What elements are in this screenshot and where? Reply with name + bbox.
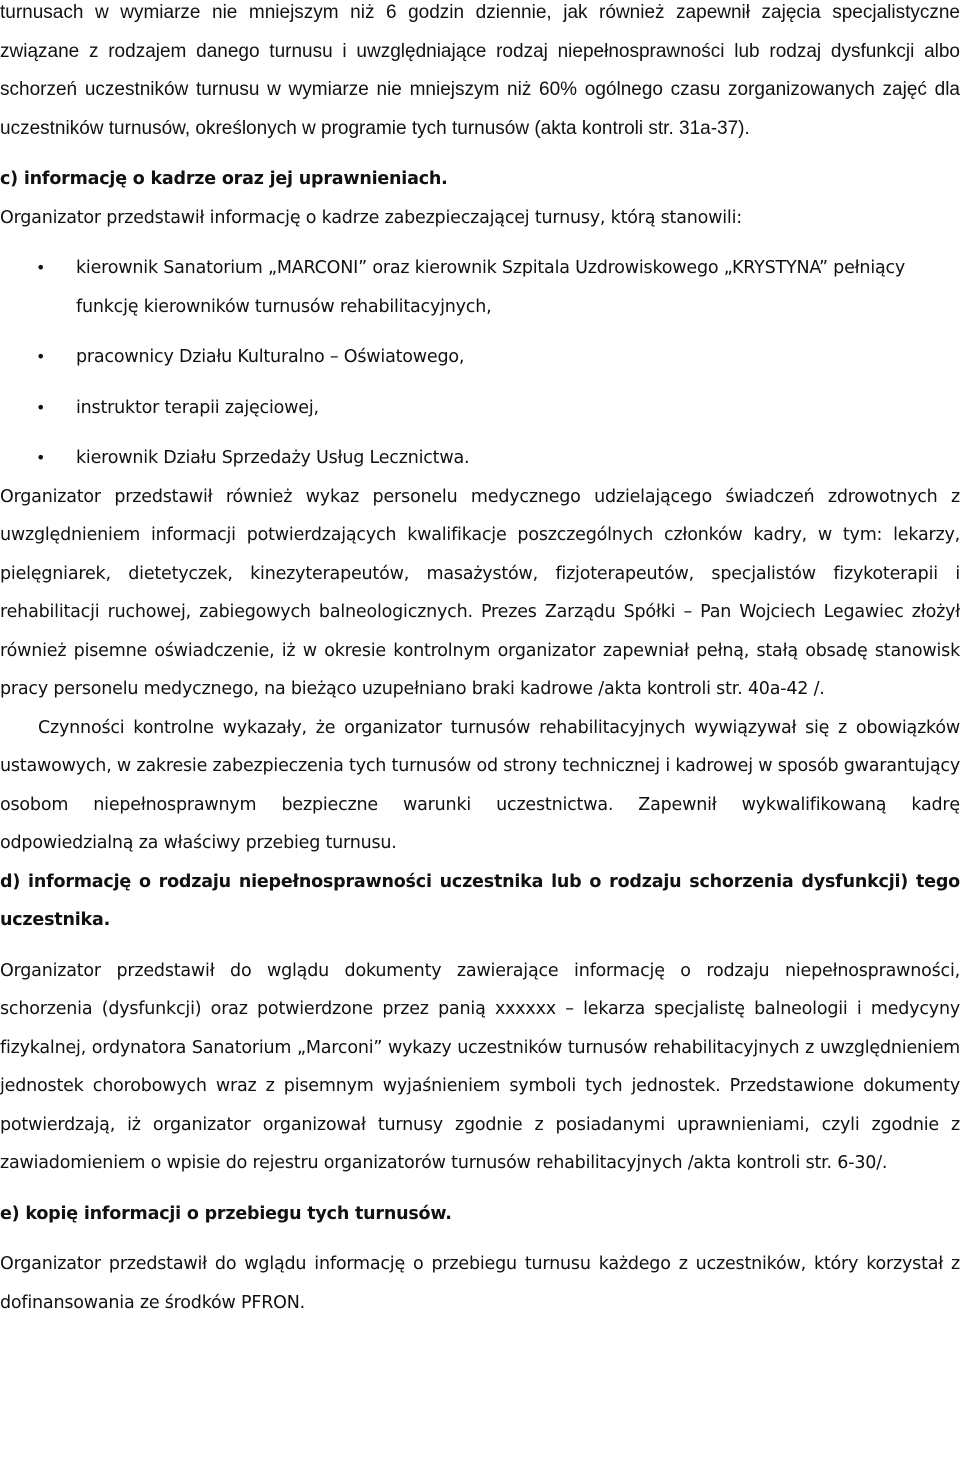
list-item-text: pracownicy Działu Kulturalno – Oświatowego, — [76, 347, 465, 367]
list-item — [0, 389, 960, 428]
conclusion-paragraph: Czynności kontrolne wykazały, że organizator turnusów rehabilitacyjnych wywiązywał się z obowiązków ustawowych, w zakresie zabezpieczenia tych turnusów od strony technicznej i kadrowej w sposób gwarantujący osobom niepełnosprawnym bezpieczne warunki uczestnictwa. Zapewnił wykwalifikowaną kadrę odpowiedzialną za właściwy przebieg turnusu. — [0, 717, 960, 853]
section-c-heading: c) informację o kadrze oraz jej uprawnieniach. — [0, 169, 448, 189]
list-item-text: instruktor terapii zajęciowej, — [76, 397, 319, 418]
bullet-icon: • — [36, 397, 46, 417]
list-item-text: kierownik Sanatorium „MARCONI” oraz kierownik Szpitala Uzdrowiskowego „KRYSTYNA” pełniący funkcję kierowników turnusów rehabilitacyjnych, — [76, 258, 906, 317]
personnel-paragraph: Organizator przedstawił również wykaz personelu medycznego udzielającego świadczeń zdrowotnych z uwzględnieniem informacji potwierdzających kwalifikacje poszczególnych członków kadry, w tym: lekarzy, pielęgniarek, dietetyczek, kinezyterapeutów, masażystów, fizjoterapeutów, specjalistów fizykoterapii i rehabilitacji ruchowej, zabiegowych balneologicznych. Prezes Zarządu Spółki – Pan Wojciech Legawiec złożył również pisemne oświadczenie, iż w okresie kontrolnym organizator zapewniał pełną, stałą obsadę stanowisk pracy personelu medycznego, na bieżąco uzupełniano braki kadrowe /akta kontroli str. 40a-42 /. — [0, 486, 960, 699]
section-d-paragraph: Organizator przedstawił do wglądu dokumenty zawierające informację o rodzaju niepełnosprawności, schorzenia (dysfunkcji) oraz potwierdzone przez panią xxxxxx – lekarza specjalistę balneologii i medycyny fizykalnej, ordynatora Sanatorium „Marconi” wykazy uczestników turnusów rehabilitacyjnych z uwzględnieniem jednostek chorobowych wraz z pisemnym wyjaśnieniem symboli tych jednostek. Przedstawione dokumenty potwierdzają, iż organizator organizował turnusy zgodnie z posiadanymi uprawnieniami, czyli zgodnie z zawiadomieniem o wpisie do rejestru organizatorów turnusów rehabilitacyjnych /akta kontroli str. 6-30/. — [0, 960, 960, 1173]
bullet-icon: • — [36, 448, 46, 467]
intro-paragraph: turnusach w wymiarze nie mniejszym niż 6 godzin dziennie, jak również zapewnił zajęcia specjalistyczne związane z rodzajem danego turnusu i uwzględniające rodzaj niepełnosprawności lub rodzaj dysfunkcji albo schorzeń uczestników turnusu w wymiarze nie mniejszym niż 60% ogólnego czasu zorganizowanych zajęć dla uczestników turnusów, określonych w programie tych turnusów (akta kontroli str. 31a-37). — [0, 2, 960, 139]
section-e-paragraph: Organizator przedstawił do wglądu informację o przebiegu turnusu każdego z uczestników, który korzystał z dofinansowania ze środków PFRON. — [0, 1254, 960, 1313]
list-item — [0, 249, 960, 326]
list-item — [0, 439, 960, 478]
bullet-icon: • — [36, 258, 46, 277]
section-e-heading: e) kopię informacji o przebiegu tych turnusów. — [0, 1203, 452, 1224]
list-item — [0, 338, 960, 377]
section-d-heading: d) informację o rodzaju niepełnosprawności uczestnika lub o rodzaju schorzenia dysfunkcji) tego uczestnika. — [0, 871, 960, 930]
bullet-icon: • — [36, 347, 46, 366]
section-c-lead: Organizator przedstawił informację o kadrze zabezpieczającej turnusy, którą stanowili: — [0, 207, 742, 228]
staff-list — [0, 249, 960, 478]
list-item-text: kierownik Działu Sprzedaży Usług Lecznictwa. — [76, 448, 470, 468]
